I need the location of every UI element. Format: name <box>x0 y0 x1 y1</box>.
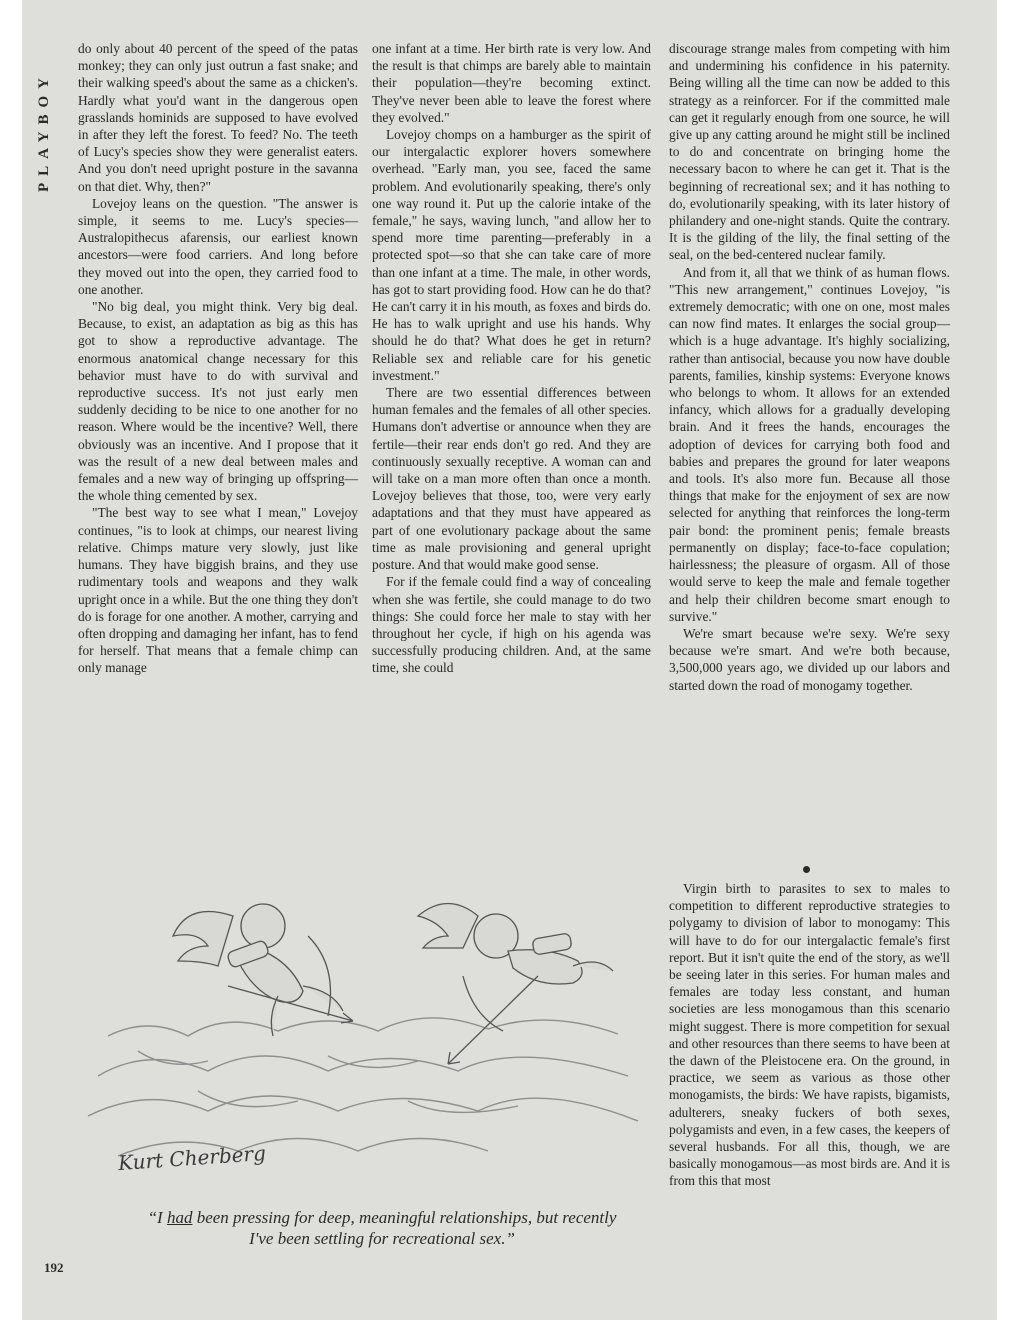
text-column-2 <box>372 40 651 677</box>
text-column-1 <box>78 40 358 677</box>
paragraph: one infant at a time. Her birth rate is very low. And the result is that chimps are barely able to maintain their population—they're becoming extinct. They've never been able to leave the forest where they evolved." <box>372 41 651 125</box>
paragraph: Virgin birth to parasites to sex to males to competition to different reproductive strategies to polygamy to division of labor to monogamy: This will have to do for our intergalactic female's first report. But it isn't quite the end of the story, as we'll be seeing later in this series. For human males and females are today less constant, and human societies are less monogamous than this scenario might suggest. There is more competition for sexual and other resources than there seems to have been at the dawn of the Pleistocene era. On the ground, in practice, we seem as various as those other monogamists, the birds: We have rapists, bigamists, adulterers, sneaky fuckers of both sexes, polygamists and even, in a few cases, the keepers of several husbands. For all this, though, we are basically monogamous—as most birds are. And it is from this that most <box>669 881 950 1189</box>
paragraph: We're smart because we're sexy. We're sexy because we're smart. And we're both because, 3,500,000 years ago, we divided up our labors and started down the road of monogamy together. <box>669 625 950 693</box>
paragraph: There are two essential differences between human females and the females of all other species. Humans don't advertise or announce when they are fertile—their rear ends don't go red. And they are continuously sexually receptive. A woman can and will take on a man more often than once a month. Lovejoy believes that those, too, were very early adaptations and that they must have appeared as part of one evolutionary package about the same time as male provisioning and general upright posture. And that would make good sense. <box>372 385 651 573</box>
page-number: 192 <box>44 1260 64 1275</box>
cupid-right <box>418 904 613 1065</box>
cartoon-caption <box>142 1207 622 1249</box>
text-column-3-continued <box>669 880 950 1190</box>
paragraph: And from it, all that we think of as human flows. "This new arrangement," continues Lovejoy, "is extremely democratic; with one on one, most males can now find mates. It enlarges the social group—which is a huge advantage. It's highly socializing, rather than antisocial, because you now have double parents, families, kinship systems: Everyone knows who belongs to whom. It allows for an extended infancy, which allows for a gradually developing brain. And it frees the hands, encourages the adoption of devices for carrying both food and babies and prepares the ground for later weapons and tools. It's also more fun. Because all those things that make for the enjoyment of sex are now selected for anything that reinforces the long-term pair bond: the prominent penis; female breasts permanently on display; face-to-face copulation; hairlessness; the pleasure of orgasm. All of those would serve to keep the male and female together and help their children become smart enough to survive." <box>669 264 950 624</box>
paragraph: Lovejoy chomps on a hamburger as the spirit of our intergalactic explorer hovers somewhere overhead. "Early man, you see, faced the same problem. And evolutionarily speaking, there's only one way round it. Put up the calorie intake of the female," he says, waving lunch, "and allow her to spend more time parenting—preferably in a protected spot—so that she can take care of more than one infant at a time. The male, in other words, has got to start providing food. How can he do that? He can't carry it in his mouth, as foxes and birds do. He has to walk upright and use his hands. Why should he do that? What does he get in return? Reliable sex and reliable care for his genetic investment." <box>372 127 651 383</box>
caption-underlined-word: had <box>166 1208 193 1227</box>
paragraph: do only about 40 percent of the speed of the patas monkey; they can only just outrun a fast snake; and their walking speed's about the same as a chicken's. Hardly what you'd want in the dangerous open grasslands hominids are supposed to have evolved in after they left the forest. To feed? No. The teeth of Lucy's species show they were generalist eaters. And you don't need upright posture in the savanna on that diet. Why, then?" <box>78 41 358 194</box>
cupid-left <box>173 904 353 1036</box>
paragraph: For if the female could find a way of concealing when she was fertile, she could manage to do two things: She could force her male to stay with her throughout her cycle, if high on his agenda was successfully producing children. And, at the same time, she could <box>372 574 651 676</box>
magazine-name: PLAYBOY <box>36 71 52 192</box>
caption-text-end: been pressing for deep, meaningful relationships, but recently I've been settling for recreational sex.” <box>192 1208 617 1248</box>
cartoonist-signature: Kurt Cherberg <box>117 1140 267 1176</box>
paragraph: "The best way to see what I mean," Lovejoy continues, "is to look at chimps, our nearest living relative. Chimps mature very slowly, just like humans. They have biggish brains, and they use rudimentary tools and weapons and they walk upright once in a while. But the one thing they don't do is forage for one another. A mother, carrying and often dropping and damaging her infant, has to fend for herself. That means that a female chimp can only manage <box>78 505 358 676</box>
caption-text-start: “I <box>147 1208 167 1227</box>
paragraph: "No big deal, you might think. Very big deal. Because, to exist, an adaptation as big as this has got to show a reproductive advantage. The enormous anatomical change necessary for this behavior must have to do with survival and reproductive success. It's not just early men suddenly deciding to be nice to one another for no reason. Where would be the incentive? Well, there obviously was an incentive. And I propose that it was the result of a new deal between males and females and a new way of bringing up offspring—the whole thing cemented by sex. <box>78 299 358 504</box>
magazine-page <box>22 0 997 1320</box>
side-label <box>36 44 60 194</box>
text-column-3 <box>669 40 950 694</box>
clouds-drawing <box>88 1018 638 1156</box>
section-break-dot <box>803 866 810 873</box>
paragraph: discourage strange males from competing with him and undermining his confidence in his paternity. Being willing all the time can now be added to this strategy as a reinforcer. For if the committed male can get it regularly enough from one source, he will give up any catting around he might still be inclined to do and concentrate on bringing home the necessary bacon to where he can get it. That is the beginning of recreational sex; and it has nothing to do, evolutionarily speaking, with its later history of philandery and one-night stands. Quite the contrary. It is the gilding of the lily, the final setting of the seal, on the bed-centered nuclear family. <box>669 41 950 263</box>
paragraph: Lovejoy leans on the question. "The answer is simple, it seems to me. Lucy's species—Australopithecus afarensis, our earliest known ancestors—were food carriers. And long before they moved out into the open, they carried food to one another. <box>78 195 358 297</box>
